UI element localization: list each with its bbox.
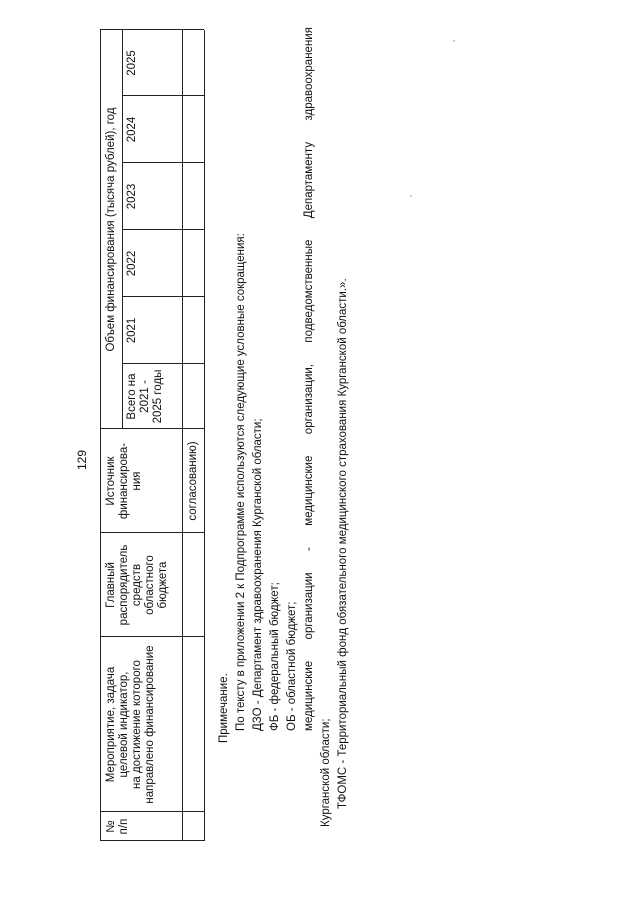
table-header-bottom <box>182 30 183 841</box>
notes-tfoms: ТФОМС - Территориальный фонд обязательного медицинского страхования Курганской области.». <box>337 278 349 809</box>
header-event: Мероприятие, задача целевой индикатор, на достижение которого направлено финансирование <box>105 645 156 804</box>
scan-speck <box>410 195 412 197</box>
header-year: 2024 <box>126 116 138 143</box>
header-year: 2021 <box>126 317 138 344</box>
header-source: Источник финансирова- ния <box>105 442 143 520</box>
header-total: Всего на 2021 - 2025 годы <box>126 369 164 424</box>
notes-word: Департаменту <box>303 141 315 219</box>
table-row-source-cell: согласованию) <box>187 441 199 521</box>
header-year: 2023 <box>126 183 138 210</box>
page-number: 129 <box>75 449 89 470</box>
notes-word: - <box>303 547 315 552</box>
header-year: 2025 <box>126 50 138 76</box>
notes-word: здравоохранения <box>303 27 315 121</box>
header-volume: Объем финансирования (тысяча рублей), год <box>105 107 117 352</box>
table-border-top <box>100 30 101 841</box>
notes-intro: По тексту в приложении 2 к Подпрограмме используются следующие условные сокращения: <box>235 233 247 731</box>
notes-word: организации, <box>303 364 315 435</box>
notes-block <box>216 27 352 827</box>
notes-item: ОБ - областной бюджет; <box>286 601 298 731</box>
notes-mo-line <box>301 27 318 827</box>
header-num: № п/п <box>105 818 130 835</box>
table-border-bottom <box>204 30 205 841</box>
notes-word: подведомственные <box>303 239 315 343</box>
header-manager: Главный распорядитель средств областного бюджета <box>105 544 169 626</box>
scan-speck <box>453 40 455 42</box>
notes-title: Примечание. <box>218 673 230 743</box>
notes-item: ФБ - федеральный бюджет; <box>269 582 281 731</box>
notes-word: организации <box>303 572 315 640</box>
notes-word: медицинские <box>303 455 315 526</box>
notes-mo-cont: Курганской области; <box>320 718 332 827</box>
notes-item: ДЗО - Департамент здравоохранения Курганской области; <box>252 418 264 731</box>
header-year: 2022 <box>126 250 138 277</box>
notes-word: медицинские <box>303 660 315 731</box>
